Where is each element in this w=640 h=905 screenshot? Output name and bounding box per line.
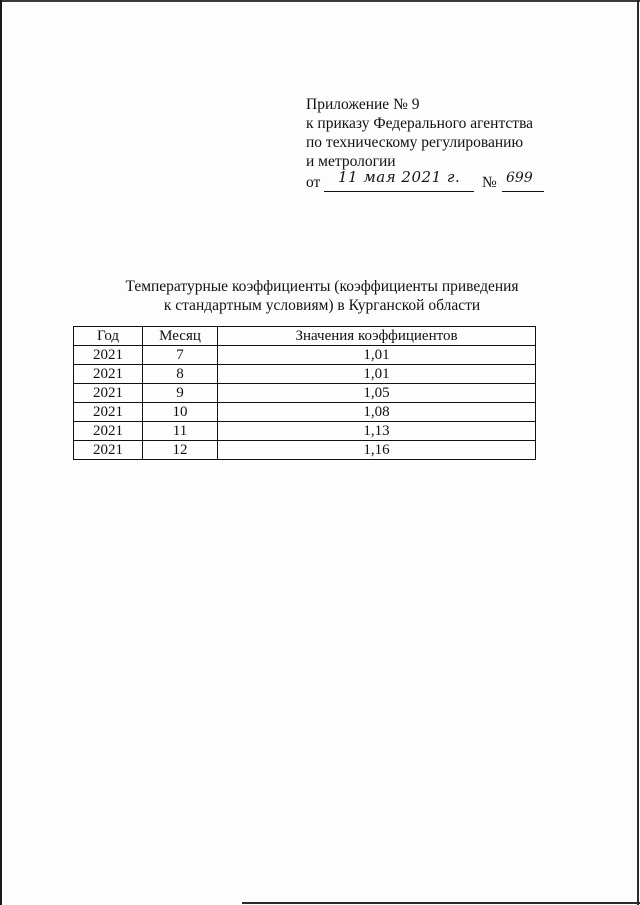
header-month: Месяц bbox=[143, 327, 218, 346]
title-line-2: к стандартным условиям) в Курганской области bbox=[163, 297, 481, 314]
number-label: № bbox=[482, 174, 497, 191]
from-label: от bbox=[306, 174, 321, 191]
table-row bbox=[74, 346, 536, 365]
cell-month: 9 bbox=[143, 384, 218, 403]
table-row bbox=[74, 422, 536, 441]
cell-month: 12 bbox=[143, 441, 218, 460]
table-row bbox=[74, 384, 536, 403]
scan-border-right bbox=[637, 0, 639, 905]
cell-month: 11 bbox=[143, 422, 218, 441]
table-row bbox=[74, 365, 536, 384]
scan-border-top bbox=[0, 0, 640, 2]
coefficients-table bbox=[73, 326, 536, 460]
cell-month: 8 bbox=[143, 365, 218, 384]
cell-coefficient: 1,08 bbox=[218, 403, 536, 422]
cell-coefficient: 1,16 bbox=[218, 441, 536, 460]
order-number-field bbox=[502, 171, 544, 192]
cell-year: 2021 bbox=[74, 403, 143, 422]
appendix-header bbox=[306, 95, 616, 193]
cell-month: 7 bbox=[143, 346, 218, 365]
order-date-number-line bbox=[306, 168, 616, 193]
cell-year: 2021 bbox=[74, 441, 143, 460]
title-line-1: Температурные коэффициенты (коэффициенты приведения bbox=[125, 278, 519, 295]
appendix-number: Приложение № 9 bbox=[306, 96, 420, 113]
table-header-row bbox=[74, 327, 536, 346]
cell-coefficient: 1,01 bbox=[218, 346, 536, 365]
appendix-order-ref: к приказу Федерального агентства bbox=[306, 115, 534, 132]
scan-border-bottom bbox=[242, 902, 640, 904]
cell-coefficient: 1,05 bbox=[218, 384, 536, 403]
order-number-handwritten: 699 bbox=[506, 170, 533, 186]
cell-coefficient: 1,01 bbox=[218, 365, 536, 384]
appendix-order-ref-cont: по техническому регулированию bbox=[306, 134, 524, 151]
order-date-handwritten: 11 мая 2021 г. bbox=[338, 168, 461, 186]
scan-border-left bbox=[0, 0, 2, 905]
cell-year: 2021 bbox=[74, 346, 143, 365]
header-coefficient: Значения коэффициентов bbox=[218, 327, 536, 346]
cell-month: 10 bbox=[143, 403, 218, 422]
header-year: Год bbox=[74, 327, 143, 346]
table-row bbox=[74, 441, 536, 460]
cell-year: 2021 bbox=[74, 422, 143, 441]
appendix-order-ref-end: и метрологии bbox=[306, 153, 396, 170]
cell-year: 2021 bbox=[74, 365, 143, 384]
table-row bbox=[74, 403, 536, 422]
cell-year: 2021 bbox=[74, 384, 143, 403]
document-title bbox=[100, 277, 544, 315]
cell-coefficient: 1,13 bbox=[218, 422, 536, 441]
order-date-field bbox=[324, 168, 474, 192]
